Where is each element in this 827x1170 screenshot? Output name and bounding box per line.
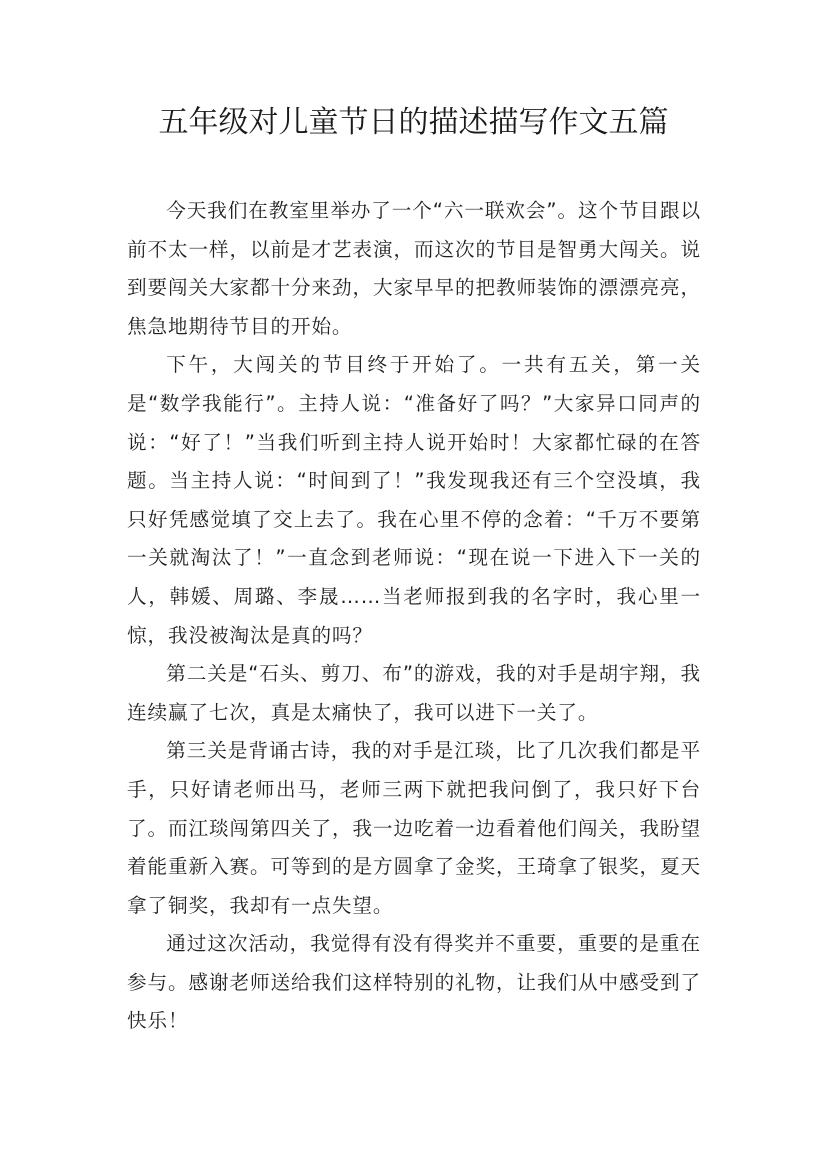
- document-title: 五年级对儿童节日的描述描写作文五篇: [158, 105, 669, 140]
- document-body: [127, 192, 701, 1041]
- paragraph: 第二关是“石头、剪刀、布”的游戏，我的对手是胡宇翔，我连续赢了七次，真是太痛快了，我可以进下一关了。: [127, 662, 701, 724]
- paragraph: 今天我们在教室里举办了一个“六一联欢会”。这个节目跟以前不太一样，以前是才艺表演，而这次的节目是智勇大闯关。说到要闯关大家都十分来劲，大家早早的把教师装饰的漂漂亮亮，焦急地期待节目的开始。: [127, 199, 701, 338]
- paragraph: 第三关是背诵古诗，我的对手是江琰，比了几次我们都是平手，只好请老师出马，老师三两下就把我问倒了，我只好下台了。而江琰闯第四关了，我一边吃着一边看着他们闯关，我盼望着能重新入赛。可等到的是方圆拿了金奖，王琦拿了银奖，夏天拿了铜奖，我却有一点失望。: [127, 739, 701, 917]
- paragraph: 通过这次活动，我觉得有没有得奖并不重要，重要的是重在参与。感谢老师送给我们这样特别的礼物，让我们从中感受到了快乐！: [127, 932, 701, 1033]
- paragraph: 下午，大闯关的节目终于开始了。一共有五关，第一关是“数学我能行”。主持人说：“准备好了吗？”大家异口同声的说：“好了！”当我们听到主持人说开始时！大家都忙碌的在答题。当主持人说：“时间到了！”我发现我还有三个空没填，我只好凭感觉填了交上去了。我在心里不停的念着：“千万不要第一关就淘汰了！”一直念到老师说：“现在说一下进入下一关的人，韩媛、周璐、李晟……当老师报到我的名字时，我心里一惊，我没被淘汰是真的吗？: [127, 353, 701, 647]
